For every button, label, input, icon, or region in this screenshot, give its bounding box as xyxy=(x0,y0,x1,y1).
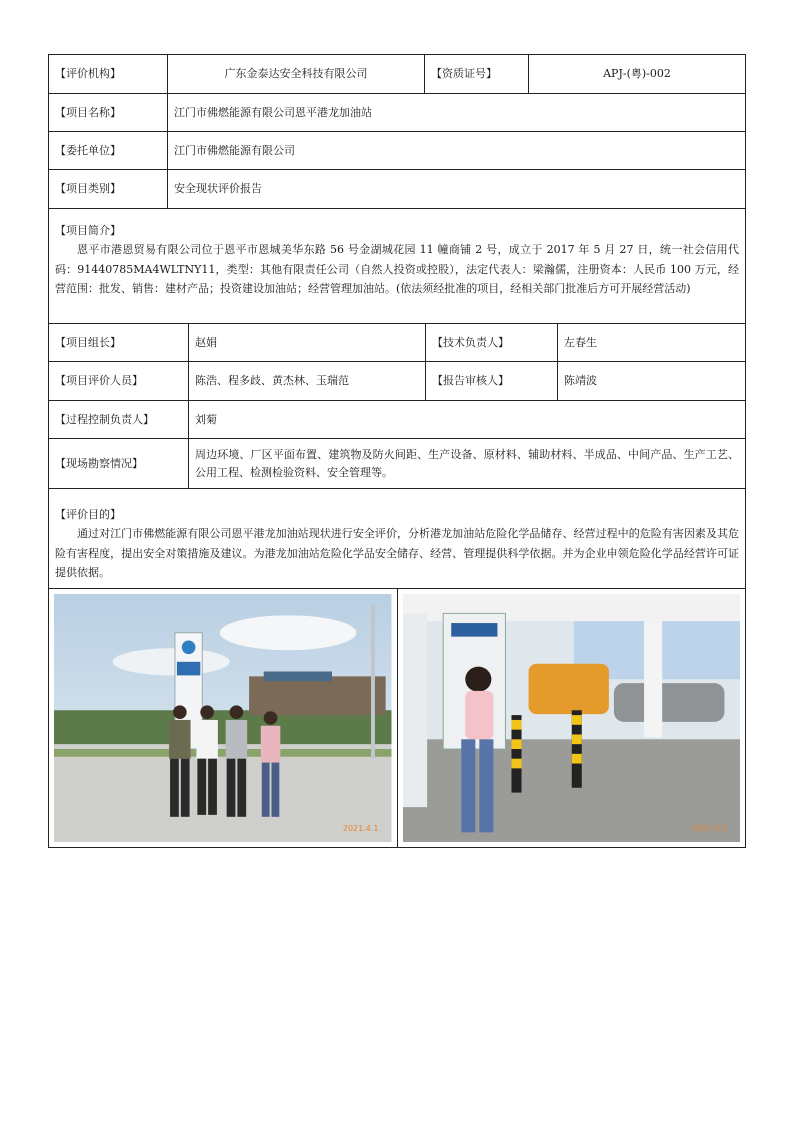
cert-value: APJ-(粤)-002 xyxy=(528,55,745,93)
process-value: 刘菊 xyxy=(188,401,745,438)
intro-block xyxy=(49,209,745,323)
intro-label: 【项目简介】 xyxy=(55,224,121,237)
review-label: 【报告审核人】 xyxy=(425,362,557,400)
project-name-row xyxy=(48,93,746,131)
process-row xyxy=(48,400,746,438)
photo-date-stamp: 2021.4.1 xyxy=(342,824,379,833)
client-label: 【委托单位】 xyxy=(55,143,121,157)
category-row xyxy=(48,169,746,208)
evaluation-info-table xyxy=(48,54,746,848)
review-value: 陈靖波 xyxy=(557,362,745,400)
staff-label: 【项目评价人员】 xyxy=(55,374,143,388)
site-photo-dispenser xyxy=(397,589,746,847)
category-value: 安全现状评价报告 xyxy=(167,170,745,208)
project-name-value: 江门市佛燃能源有限公司恩平港龙加油站 xyxy=(167,94,745,131)
site-photo-group xyxy=(49,589,397,847)
survey-label: 【现场勘察情况】 xyxy=(55,456,143,470)
intro-text: 恩平市港恩贸易有限公司位于恩平市恩城美华东路 56 号金湖城花园 11 幢商铺 2 号，成立于 2017 年 5 月 27 日，统一社会信用代码：91440785MA4WLTNY11，类型：其他有限责任公司（自然人投资或控股），法定代表人：梁瀚儒，注册资本：人民币 100 万元，经营范围：批发、销售：建材产品；投资建设加油站；经营管理加油站。(依法须经批准的项目，经相关部门批准后方可开展经营活动) xyxy=(55,243,739,295)
dispenser-photo-image xyxy=(403,594,741,842)
staff-value: 陈浩、程多歧、黄杰林、玉瑞范 xyxy=(188,362,425,400)
org-row xyxy=(48,54,746,93)
client-row xyxy=(48,131,746,169)
project-name-label: 【项目名称】 xyxy=(55,105,121,119)
group-photo-image xyxy=(54,594,392,842)
survey-row xyxy=(48,438,746,488)
intro-row xyxy=(48,208,746,323)
client-value: 江门市佛燃能源有限公司 xyxy=(167,132,745,169)
cert-label: 【资质证号】 xyxy=(424,55,528,93)
leader-label: 【项目组长】 xyxy=(55,335,121,349)
tech-value: 左春生 xyxy=(557,324,745,361)
purpose-row xyxy=(48,488,746,588)
leader-row xyxy=(48,323,746,361)
leader-value: 赵娟 xyxy=(188,324,425,361)
purpose-label: 【评价目的】 xyxy=(55,508,121,521)
org-label: 【评价机构】 xyxy=(55,67,121,81)
org-value: 广东金泰达安全科技有限公司 xyxy=(167,55,424,93)
tech-label: 【技术负责人】 xyxy=(425,324,557,361)
photo-date-stamp: 2021.4.1 xyxy=(691,824,727,833)
staff-row xyxy=(48,361,746,400)
purpose-text: 通过对江门市佛燃能源有限公司恩平港龙加油站现状进行安全评价，分析港龙加油站危险化学品储存、经营过程中的危险有害因素及其危险有害程度，提出安全对策措施及建议。为港龙加油站危险化学品安全储存、经营、管理提供科学依据。并为企业申领危险化学品经营许可证提供依据。 xyxy=(55,527,739,579)
photos-row xyxy=(48,588,746,848)
category-label: 【项目类别】 xyxy=(55,182,121,196)
purpose-block xyxy=(49,489,745,588)
survey-value: 周边环境、厂区平面布置、建筑物及防火间距、生产设备、原材料、辅助材料、半成品、中间产品、生产工艺、公用工程、检测检验资料、安全管理等。 xyxy=(188,439,745,488)
process-label: 【过程控制负责人】 xyxy=(55,412,154,426)
